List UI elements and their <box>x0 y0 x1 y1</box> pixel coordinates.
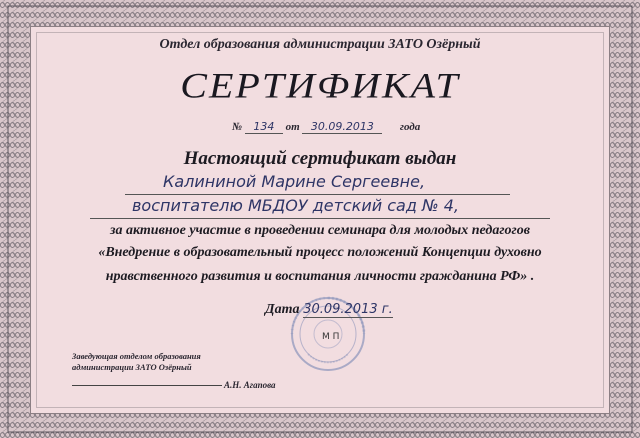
certificate-number-line <box>232 120 420 134</box>
recipient-name: Калининой Марине Сергеевне, <box>163 172 426 191</box>
from-label: от <box>285 121 300 133</box>
signature-line <box>72 385 222 386</box>
signer-name: А.Н. Агапова <box>224 380 276 390</box>
body-text-line-2: «Внедрение в образовательный процесс положений Концепции духовно <box>98 245 542 260</box>
certificate-title: СЕРТИФИКАТ <box>180 65 460 106</box>
certificate-number: 134 <box>245 120 283 134</box>
seal-label: М П <box>322 332 340 342</box>
issue-date: 30.09.2013 <box>302 120 382 134</box>
date-value: 30.09.2013 г. <box>303 302 393 317</box>
date-line <box>265 302 393 318</box>
year-label: года <box>399 121 421 133</box>
signer-title-line-1: Заведующая отделом образования <box>72 351 201 361</box>
recipient-position: воспитателю МБДОУ детский сад № 4, <box>132 196 459 215</box>
body-text-line-1: за активное участие в проведении семинара для молодых педагогов <box>110 223 530 238</box>
issued-to-heading: Настоящий сертификат выдан <box>183 148 457 169</box>
number-prefix: № <box>232 121 243 133</box>
date-label: Дата <box>265 302 300 317</box>
body-text-line-3: нравственного развития и воспитания личности гражданина РФ» . <box>105 269 535 284</box>
recipient-name-line <box>125 174 510 195</box>
organization-header: Отдел образования администрации ЗАТО Озёрный <box>159 37 481 52</box>
recipient-position-line <box>90 198 550 219</box>
signer-title-line-2: администрации ЗАТО Озёрный <box>72 362 192 372</box>
